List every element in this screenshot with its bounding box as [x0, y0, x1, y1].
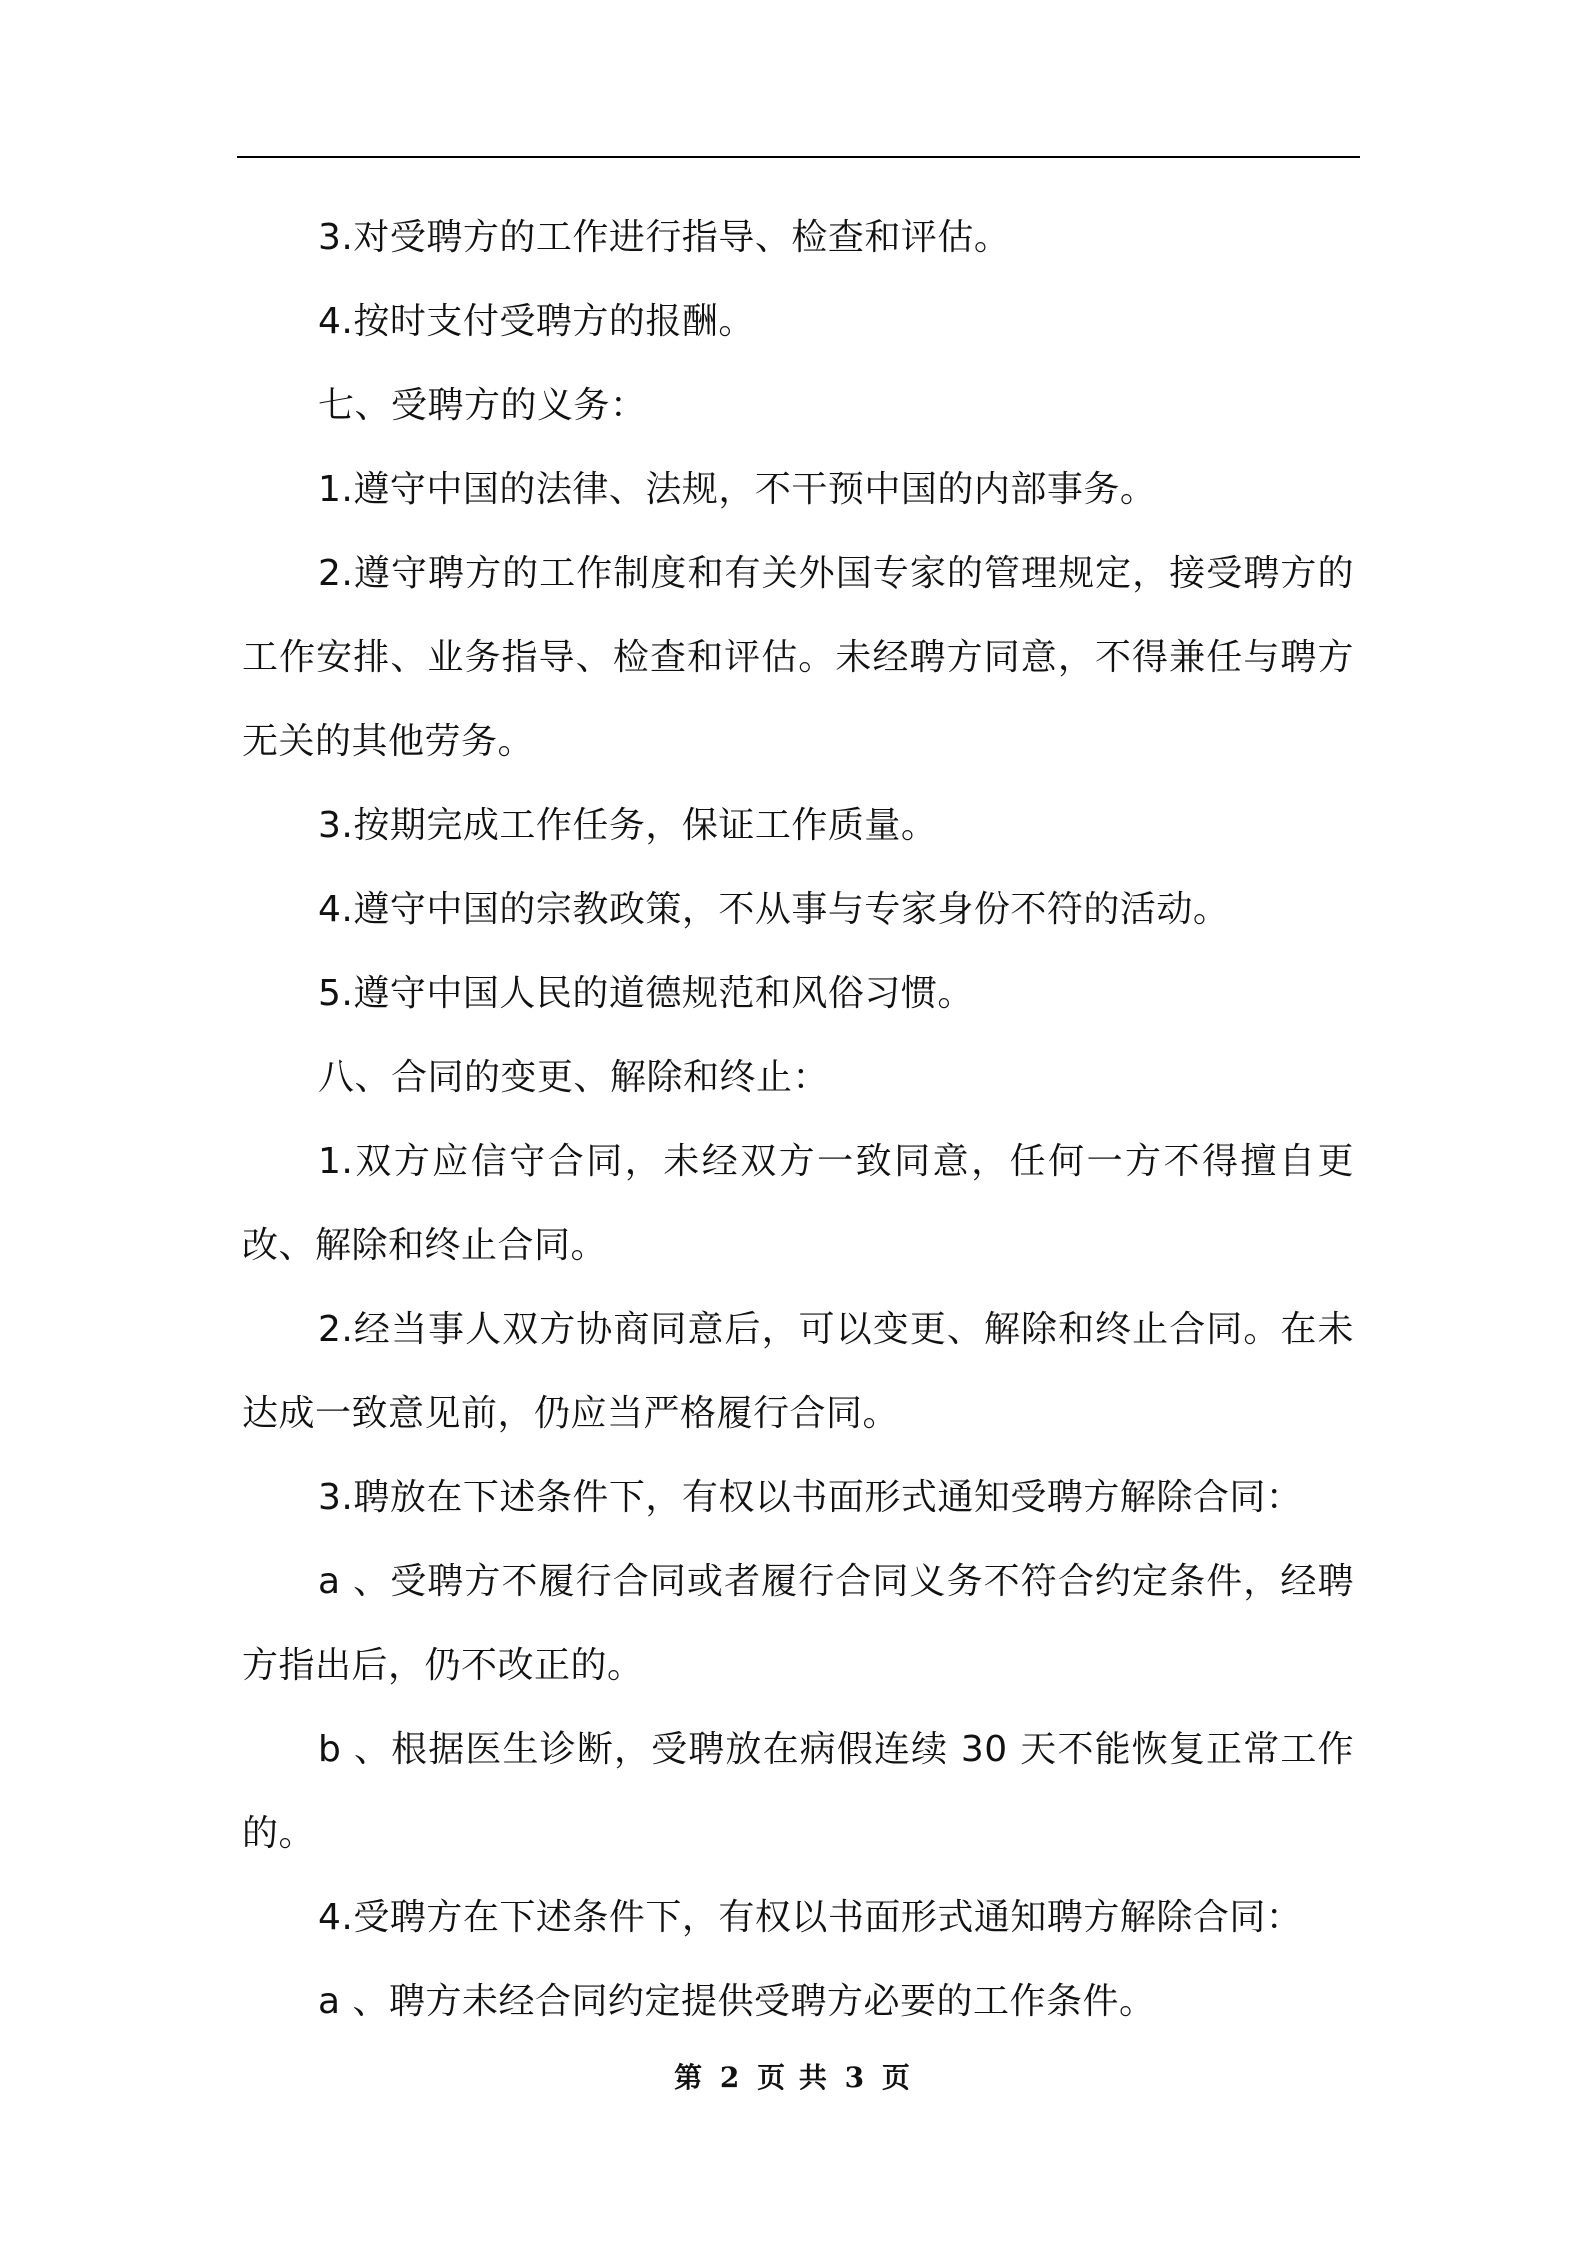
- footer-current-page: 2: [719, 2061, 742, 2094]
- footer-suffix: 页: [881, 2061, 912, 2094]
- section-heading: 八、合同的变更、解除和终止：: [318, 1057, 830, 1098]
- paragraph: b 、根据医生诊断，受聘放在病假连续 30 天不能恢复正常工作的。: [242, 1729, 1354, 1854]
- section-heading: 七、受聘方的义务：: [318, 385, 647, 426]
- page-footer: [0, 2056, 1586, 2096]
- paragraph: 3.聘放在下述条件下，有权以书面形式通知受聘方解除合同：: [318, 1477, 1303, 1518]
- footer-prefix: 第: [674, 2061, 705, 2094]
- paragraph: 4.遵守中国的宗教政策，不从事与专家身份不符的活动。: [318, 889, 1230, 930]
- paragraph: 3.对受聘方的工作进行指导、检查和评估。: [318, 217, 1011, 258]
- paragraph: 3.按期完成工作任务，保证工作质量。: [318, 805, 938, 846]
- footer-total-pages: 3: [844, 2061, 867, 2094]
- paragraph: a 、受聘方不履行合同或者履行合同义务不符合约定条件，经聘方指出后，仍不改正的。: [242, 1561, 1354, 1686]
- footer-middle: 页 共: [757, 2061, 829, 2094]
- paragraph: 4.受聘方在下述条件下，有权以书面形式通知聘方解除合同：: [318, 1897, 1303, 1938]
- paragraph: a 、聘方未经合同约定提供受聘方必要的工作条件。: [318, 1981, 1156, 2022]
- paragraph: 2.遵守聘方的工作制度和有关外国专家的管理规定，接受聘方的工作安排、业务指导、检查和评估。未经聘方同意，不得兼任与聘方无关的其他劳务。: [242, 553, 1354, 762]
- document-body: [242, 196, 1354, 2044]
- paragraph: 2.经当事人双方协商同意后，可以变更、解除和终止合同。在未达成一致意见前，仍应当严格履行合同。: [242, 1309, 1354, 1434]
- paragraph: 5.遵守中国人民的道德规范和风俗习惯。: [318, 973, 974, 1014]
- paragraph: 1.双方应信守合同，未经双方一致同意，任何一方不得擅自更改、解除和终止合同。: [242, 1141, 1354, 1266]
- paragraph: 4.按时支付受聘方的报酬。: [318, 301, 755, 342]
- header-rule: [237, 156, 1360, 158]
- paragraph: 1.遵守中国的法律、法规，不干预中国的内部事务。: [318, 469, 1157, 510]
